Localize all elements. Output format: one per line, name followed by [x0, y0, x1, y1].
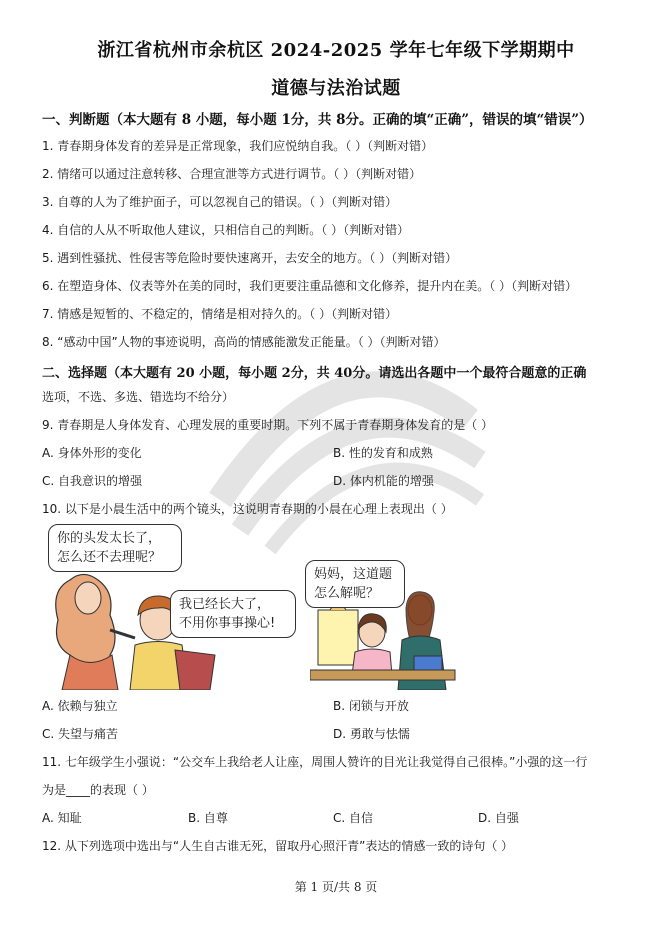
- speech-bubble-boy: [170, 590, 296, 638]
- judgement-item: 3. 自尊的人为了维护面子，可以忽视自己的错误。（ ）（判断对错）: [42, 195, 398, 209]
- question-11-stem: 11. 七年级学生小强说：“公交车上我给老人让座，周围人赞许的目光让我觉得自己很棒。”小强的这一行: [42, 755, 588, 769]
- page-number: 第 1 页/共 8 页: [294, 880, 378, 894]
- question-10-stem: 10. 以下是小晨生活中的两个镜头，这说明青春期的小晨在心理上表现出（ ）: [42, 502, 453, 516]
- judgement-item: 6. 在塑造身体、仪表等外在美的同时，我们更要注重品德和文化修养，提升内在美。（ ）（判断对错）: [42, 279, 578, 293]
- section2-heading: 二、选择题（本大题有 20 小题，每小题 2分，共 40分。请选出各题中一个最符合题意的正确: [42, 366, 587, 381]
- q10-option-c: C. 失望与痛苦: [42, 727, 119, 741]
- bubble-text: 你的头发太长了，: [57, 531, 162, 546]
- bubble-text: 不用你事事操心!: [179, 616, 276, 631]
- section2-heading-cont: 选项，不选、多选、错选均不给分）: [42, 390, 235, 404]
- judgement-item: 4. 自信的人从不听取他人建议，只相信自己的判断。（ ）（判断对错）: [42, 223, 410, 237]
- q9-option-d: D. 体内机能的增强: [333, 474, 434, 488]
- bubble-text: 妈妈，这道题: [314, 567, 393, 582]
- q11-option-d: D. 自强: [478, 811, 519, 825]
- judgement-item: 1. 青春期身体发育的差异是正常现象，我们应悦纳自我。（ ）（判断对错）: [42, 139, 434, 153]
- question-9-stem: 9. 青春期是人身体发育、心理发展的重要时期。下列不属于青春期身体发育的是（ ）: [42, 418, 494, 432]
- judgement-item: 7. 情感是短暂的、不稳定的，情绪是相对持久的。（ ）（判断对错）: [42, 307, 398, 321]
- q10-option-a: A. 依赖与独立: [42, 699, 118, 713]
- q11-option-b: B. 自尊: [188, 811, 228, 825]
- q11-option-a: A. 知耻: [42, 811, 82, 825]
- speech-bubble-mother: [48, 524, 182, 572]
- question-11-stem-cont: 为是____的表现（ ）: [42, 783, 154, 797]
- q10-option-d: D. 勇敢与怯懦: [333, 727, 410, 741]
- question-12-stem: 12. 从下列选项中选出与“人生自古谁无死，留取丹心照汗青”表达的情感一致的诗句（ ）: [42, 839, 514, 853]
- judgement-item: 8. “感动中国”人物的事迹说明，高尚的情感能激发正能量。（ ）（判断对错）: [42, 335, 446, 349]
- exam-title-line2: 道德与法治试题: [271, 78, 401, 99]
- speech-bubble-girl: [305, 560, 405, 608]
- q10-option-b: B. 闭锁与开放: [333, 699, 409, 713]
- q9-option-a: A. 身体外形的变化: [42, 446, 142, 460]
- judgement-item: 2. 情绪可以通过注意转移、合理宣泄等方式进行调节。（ ）（判断对错）: [42, 167, 422, 181]
- judgement-item: 5. 遇到性骚扰、性侵害等危险时要快速离开，去安全的地方。（ ）（判断对错）: [42, 251, 458, 265]
- exam-title-line1: 浙江省杭州市余杭区 2024-2025 学年七年级下学期期中: [97, 40, 575, 61]
- section1-heading: 一、判断题（本大题有 8 小题，每小题 1分，共 8分。正确的填“正确”，错误的填“错误”）: [42, 112, 593, 128]
- bubble-text: 怎么解呢？: [314, 586, 380, 601]
- bubble-text: 我已经长大了，: [179, 597, 271, 612]
- q9-option-b: B. 性的发育和成熟: [333, 446, 433, 460]
- q11-option-c: C. 自信: [333, 811, 374, 825]
- q9-option-c: C. 自我意识的增强: [42, 474, 143, 488]
- bubble-text: 怎么还不去理呢？: [57, 550, 162, 565]
